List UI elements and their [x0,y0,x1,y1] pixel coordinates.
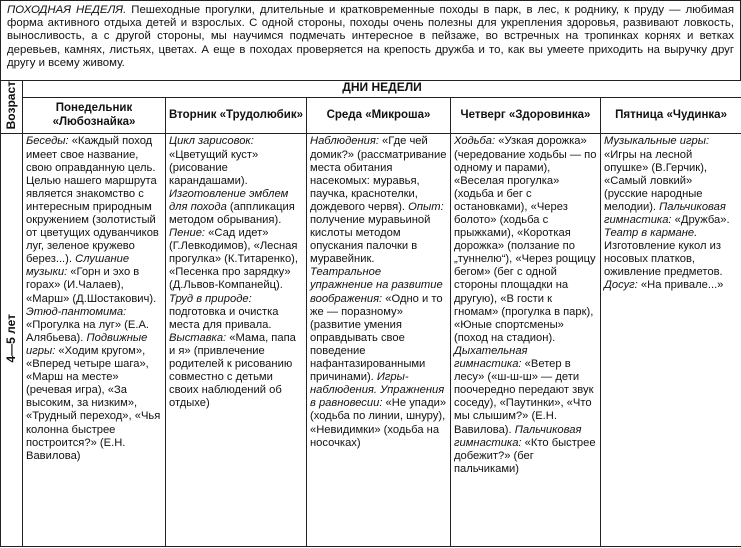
activity-text: получение муравьиной кислоты методом опускания палочки в муравейник. [310,214,431,266]
activity-heading: Опыт: [408,200,444,213]
activity-text: «На привале...» [637,279,724,292]
activity-heading: Театральное упражнение на развитие воображения: [310,266,443,305]
activity-heading: Подвижные игры: [26,331,148,357]
activities-monday [23,134,166,547]
activity-heading: Пение: [169,227,206,240]
activities-tuesday [166,134,307,547]
activity-text: «Ходим кругом», «Вперед четыре шага», «Марш на месте» (речевая игра), «За высоким, за низким», «Трудный переход», «Чья колонна быстрее построится?» (Е.Н. Вавилова) [26,344,161,462]
days-of-week-header: ДНИ НЕДЕЛИ [23,81,741,98]
age-group-label: 4—5 лет [1,134,23,547]
activity-heading: Театр в кармане. [604,227,698,240]
activity-heading: Труд в природе: [169,292,252,305]
activity-heading: Изготовление эмблем для похода [169,187,289,213]
day-header-monday: Понедельник «Любознайка» [23,97,166,134]
activity-text: «Горн и эхо в горах» (И.Чалаев), «Марш» (Д.Шостакович). [26,266,157,305]
activity-text: «Каждый поход имеет свое название, свою оправданную цель. Целью нашего маршрута является знакомство с интересным природным окружением (золотистый от цветущих одуванчиков луг, зеленое кружево берез...). [26,135,159,266]
activity-heading: Пальчиковая гимнастика: [604,200,726,227]
activity-heading: Слушание музыки: [26,253,130,279]
activity-heading: Этюд-пантомима: [26,305,127,318]
activity-heading: Выставка: [169,331,227,344]
activity-heading: Игры-наблюдения. Упражнения в равновесии: [310,371,445,410]
activity-text: «Кто быстрее добежит?» (бег пальчиками) [454,436,596,475]
activity-text: Изготовление кукол из носовых платков, оживление предметов. [604,240,723,279]
activity-text: «Цветущий куст» (рисование карандашами). [169,148,259,187]
activity-text: «Прогулка на луг» (Е.А. Алябьева). [26,318,150,344]
activities-friday [601,134,741,547]
schedule-table [0,80,741,547]
activity-text: «Сад идет» (Г.Левкодимов), «Лесная прогулка» (К.Титаренко), «Песенка про зарядку» (Д.Львов-Компанейц). [169,227,299,292]
days-header-row [1,81,741,98]
activities-wednesday [307,134,451,547]
activity-text: «Не упади» (ходьба по линии, шнуру), «Невидимки» (ходьба на носочках) [310,397,447,449]
activity-heading: Беседы: [26,135,69,148]
day-names-row [1,97,741,134]
activity-text: «Мама, папа и я» (привлечение родителей к рисованию совместно с детьми своих наблюдений об отдыхе) [169,331,296,410]
intro-paragraph [0,0,741,80]
activity-text: «Дружба». [671,214,730,227]
activity-text: «Где чей домик?» (рассматривание места обитания насекомых: муравья, паучка, краснотелки, дождевого червя). [310,135,447,213]
activity-text: (аппликация методом обрывания). [169,200,295,227]
intro-text: Пешеходные прогулки, длительные и кратковременные походы в парк, в лес, к роднику, к пруду — любимая форма активного отдыха детей и взрослых. С одной стороны, походы очень полезны для укрепления здоровья, развивают ловкость, выносливость, а с другой стороны, мы научимся подмечать интересное в пейзаже, во встречных на тропинках корнях и ветках деревьев, камнях, листьях, цветах. А еще в походах проверяется на крепость дружба и то, как вы умеете приходить на выручку друг другу и всему живому. [7,4,734,69]
activities-thursday [451,134,601,547]
activity-text: «Ветер в лесу» («ш-ш-ш» — дети поочередно передают звук соседу), «Паутинки», «Что мы слышим?» (Е.Н. Вавилова). [454,358,594,436]
activity-heading: Музыкальные игры: [604,135,710,148]
activity-heading: Наблюдения: [310,135,379,148]
activity-text: подготовка и очистка места для привала. [169,305,279,331]
day-header-wednesday: Среда «Микроша» [307,97,451,134]
activity-heading: Цикл зарисовок: [169,135,254,148]
age-group-row [1,134,741,547]
activity-text: «Одно и то же — поразному» (развитие умения оправдывать свое поведение нафантазированными причинами). [310,292,443,384]
activity-heading: Ходьба: [454,135,496,148]
day-header-friday: Пятница «Чудинка» [601,97,741,134]
activity-heading: Дыхательная гимнастика: [454,344,528,371]
activity-text: «Игры на лесной опушке» (В.Герчик), «Самый ловкий» (русские народные мелодии). [604,148,708,213]
age-column-header: Возраст [1,81,23,134]
day-header-tuesday: Вторник «Трудолюбик» [166,97,307,134]
intro-title: ПОХОДНАЯ НЕДЕЛЯ. [7,4,127,16]
activity-heading: Досуг: [604,279,638,292]
day-header-thursday: Четверг «Здоровинка» [451,97,601,134]
activity-text: «Узкая дорожка» (чередование ходьбы — по одному и парами), «Веселая прогулка» (ходьба и бег с остановками), «Через болото» (ходьба с прыжками), «Короткая дорожка» (ползание по „туннелю“), «Через рощицу бегом» (бег с одной стороны площадки на другую), «В гости к гномам» (прогулка в парк), «Юные спортсмены» (поход на стадион). [454,135,597,344]
activity-heading: Пальчиковая гимнастика: [454,423,582,449]
